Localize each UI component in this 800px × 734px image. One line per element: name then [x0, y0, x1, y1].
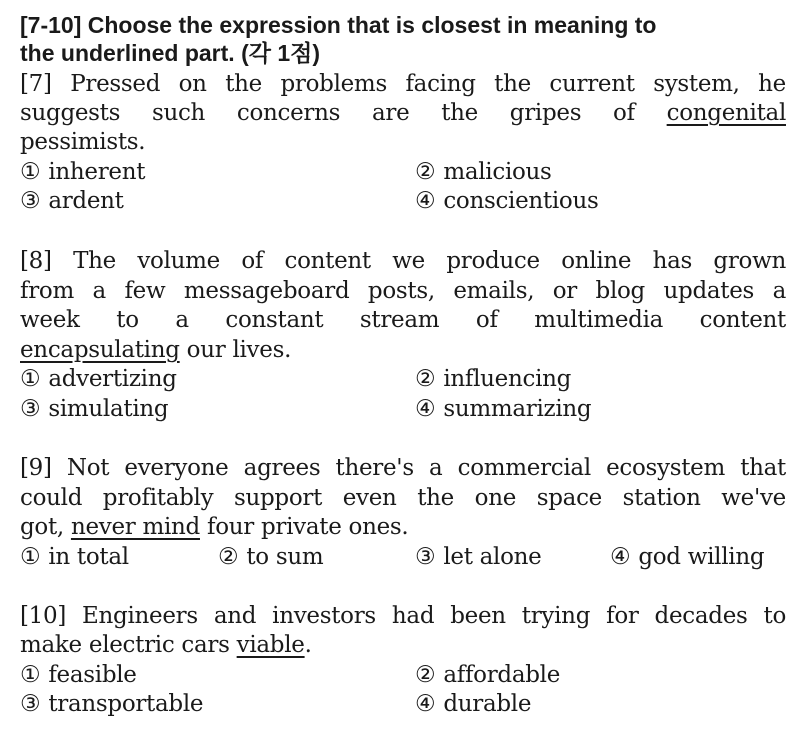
option-marker: ② [415, 159, 436, 185]
option-2[interactable] [415, 157, 552, 187]
option-3[interactable] [415, 542, 542, 572]
question-9-line-1 [20, 453, 786, 483]
option-2[interactable] [218, 542, 323, 572]
option-2[interactable] [415, 364, 571, 394]
underlined-phrase: never mind [70, 514, 200, 540]
question-text: Not everyone agrees there's a commercial ecosystem that [66, 455, 786, 481]
option-label: let alone [443, 544, 542, 570]
underlined-word: viable [236, 632, 305, 658]
option-4[interactable] [610, 542, 764, 572]
question-text: Pressed on the problems facing the current system, he [70, 71, 786, 97]
option-1[interactable] [20, 157, 145, 187]
question-number: [10] [20, 603, 67, 629]
option-3[interactable] [20, 689, 203, 719]
option-marker: ④ [415, 188, 436, 214]
option-label: influencing [443, 366, 572, 392]
option-label: simulating [48, 396, 169, 422]
option-marker: ① [20, 366, 41, 392]
option-marker: ④ [610, 544, 631, 570]
option-label: transportable [48, 691, 204, 717]
question-text: make electric cars [20, 632, 237, 658]
question-8-line-1 [20, 246, 786, 276]
option-marker: ④ [415, 691, 436, 717]
option-label: malicious [443, 159, 552, 185]
question-9-line-2 [20, 483, 786, 513]
option-3[interactable] [20, 394, 168, 424]
instruction-text: [7-10] Choose the expression that is closest in meaning to [20, 12, 657, 38]
question-text: Engineers and investors had been trying for decades to [82, 603, 786, 629]
question-text: could profitably support even the one space station we've [20, 485, 786, 511]
option-label: feasible [48, 662, 137, 688]
option-1[interactable] [20, 364, 177, 394]
question-text: The volume of content we produce online has grown [73, 248, 786, 274]
question-text: from a few messageboard posts, emails, or blog updates a [20, 278, 786, 304]
option-marker: ② [218, 544, 239, 570]
option-marker: ① [20, 662, 41, 688]
option-4[interactable] [415, 394, 591, 424]
question-number: [9] [20, 455, 52, 481]
question-10-line-1 [20, 601, 786, 631]
question-7-line-2 [20, 98, 786, 128]
underlined-word: encapsulating [20, 337, 180, 363]
option-label: in total [48, 544, 129, 570]
question-text: suggests such concerns are the gripes of [20, 100, 635, 126]
option-label: advertizing [48, 366, 177, 392]
question-text: week to a constant stream of multimedia content [20, 307, 786, 333]
question-7-line-1 [20, 69, 786, 99]
option-label: summarizing [443, 396, 592, 422]
option-marker: ② [415, 662, 436, 688]
option-marker: ③ [415, 544, 436, 570]
option-marker: ③ [20, 188, 41, 214]
question-text: pessimists. [20, 129, 146, 155]
option-2[interactable] [415, 660, 560, 690]
option-marker: ① [20, 544, 41, 570]
question-9-line-3 [20, 512, 786, 542]
option-marker: ② [415, 366, 436, 392]
question-text: . [304, 632, 312, 658]
option-4[interactable] [415, 689, 531, 719]
question-number: [7] [20, 71, 52, 97]
question-8-line-4 [20, 335, 786, 365]
question-text: got, [20, 514, 71, 540]
option-4[interactable] [415, 186, 599, 216]
option-marker: ① [20, 159, 41, 185]
option-label: durable [443, 691, 532, 717]
option-1[interactable] [20, 542, 129, 572]
option-label: to sum [246, 544, 324, 570]
underlined-word: congenital [666, 100, 786, 126]
instruction-line-1 [20, 10, 786, 40]
option-label: affordable [443, 662, 561, 688]
question-text: our lives. [179, 337, 292, 363]
question-8-line-3 [20, 305, 786, 335]
option-label: inherent [48, 159, 146, 185]
option-label: ardent [48, 188, 124, 214]
instruction-text-2: the underlined part. (각 1점) [20, 40, 321, 66]
instruction-line-2 [20, 38, 786, 68]
question-10-line-2 [20, 630, 786, 660]
question-7-line-3 [20, 127, 786, 157]
option-marker: ④ [415, 396, 436, 422]
option-label: god willing [638, 544, 765, 570]
question-8-line-2 [20, 276, 786, 306]
option-marker: ③ [20, 691, 41, 717]
question-text: four private ones. [199, 514, 409, 540]
option-3[interactable] [20, 186, 124, 216]
question-number: [8] [20, 248, 52, 274]
option-marker: ③ [20, 396, 41, 422]
option-label: conscientious [443, 188, 599, 214]
option-1[interactable] [20, 660, 137, 690]
